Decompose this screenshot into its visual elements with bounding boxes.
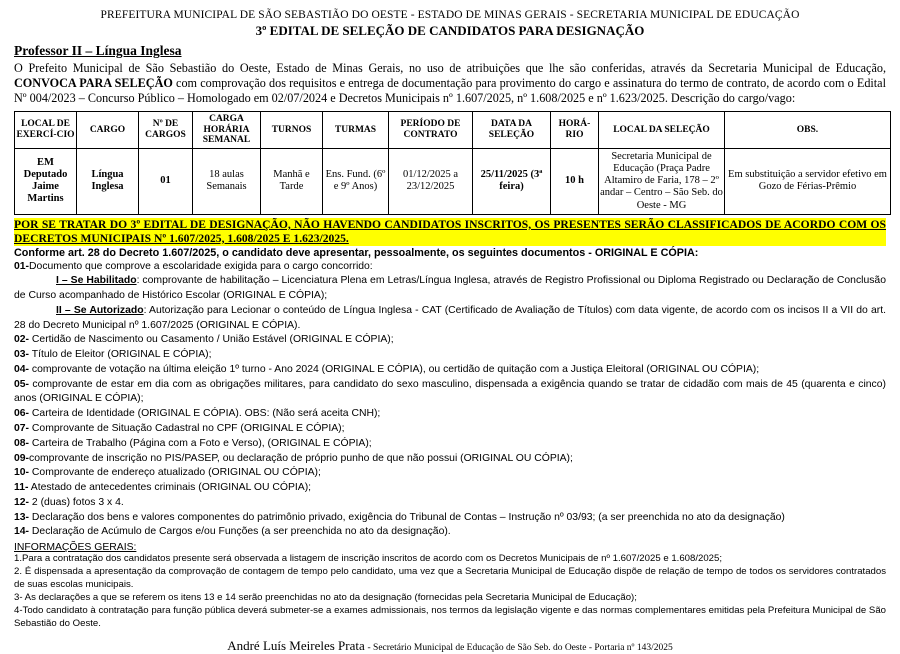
th-turnos: TURNOS (261, 112, 323, 149)
signatory-role: - Secretário Municipal de Educação de São Seb. do Oeste - Portaria nº 143/2025 (367, 642, 673, 653)
item-num: 08- (14, 437, 30, 449)
documents-intro: Conforme art. 28 do Decreto 1.607/2025, o candidato deve apresentar, pessoalmente, os seguintes documentos - ORIGINAL E CÓPIA: (14, 246, 699, 259)
item-num: 06- (14, 408, 30, 420)
item-num: 09- (14, 452, 30, 464)
list-item (14, 481, 886, 496)
cell-n-cargos: 01 (139, 148, 193, 214)
cell-periodo-contrato: 01/12/2025 a 23/12/2025 (389, 148, 473, 214)
info-paragraph: 1.Para a contratação dos candidatos presente será observada a listagem de inscrição inscritos de acordo com os Decretos Municipais de nº 1.607/2025 e 1.608/2025; (14, 553, 722, 565)
highlight-notice: POR SE TRATAR DO 3º EDITAL DE DESIGNAÇÃO, NÃO HAVENDO CANDIDATOS INSCRITOS, OS PRESENTES SERÃO CLASSIFICADOS DE ACORDO COM OS DECRETOS MUNICIPAIS Nº 1.607/2025, 1.608/2025 E 1.623/2025. (14, 217, 886, 245)
item-text: Declaração dos bens e valores componentes do patrimônio privado, exigência do Tribunal de Contas – Instrução nº 03/93; (a ser preenchida no ato da designação) (29, 511, 785, 523)
item-text: Carteira de Trabalho (Página com a Foto e Verso), (ORIGINAL E CÓPIA); (29, 437, 372, 449)
intro-part1: O Prefeito Municipal de São Sebastião do Oeste, Estado de Minas Gerais, no uso de atribuições que lhe são conferidas, através da Secretaria Municipal de Educação, (14, 61, 886, 76)
cell-local-exercicio: EM Deputado Jaime Martins (15, 148, 77, 214)
signature-block (14, 638, 886, 654)
th-obs: OBS. (725, 112, 891, 149)
item-text: Comprovante de Situação Cadastral no CPF (ORIGINAL E CÓPIA); (29, 422, 345, 434)
general-info-body (14, 553, 886, 631)
th-carga-horaria: CARGA HORÁRIA SEMANAL (193, 112, 261, 149)
th-data-selecao: DATA DA SELEÇÃO (473, 112, 551, 149)
list-item (14, 511, 886, 526)
cell-horario: 10 h (551, 148, 599, 214)
cell-cargo: Língua Inglesa (77, 148, 139, 214)
cell-turnos: Manhã e Tarde (261, 148, 323, 214)
item-num: 11- (14, 482, 29, 494)
cargo-table (14, 111, 891, 215)
item-text: : Autorização para Lecionar o conteúdo de Língua Inglesa - CAT (Certificado de Avaliação de Títulos) com data vigente, de acordo com os incisos II a VII do art. 28 do Decreto Municipal nº 1.607/2025 (ORIGINAL E CÓPIA). (14, 304, 886, 331)
list-item (14, 333, 886, 348)
item-num: 13- (14, 511, 30, 523)
list-item (14, 274, 886, 304)
signatory-name: André Luís Meireles Prata (227, 637, 365, 653)
item-num: I – Se Habilitado (56, 275, 137, 287)
info-paragraph: 3- As declarações a que se referem os itens 13 e 14 serão preenchidas no ato da designação (fornecidas pela Secretaria Municipal de Educação); (14, 591, 637, 603)
item-num: II – Se Autorizado (56, 304, 144, 316)
list-item (14, 363, 886, 378)
item-text: comprovante de estar em dia com as obrigações militares, para candidato do sexo masculino, dispensada a exigência quando se tratar de cidadão com mais de 45 (quarenta e cinco) anos (ORIGINAL E CÓPIA); (14, 378, 886, 405)
item-num: 05- (14, 378, 30, 390)
cell-obs: Em substituição a servidor efetivo em Gozo de Férias-Prêmio (725, 148, 891, 214)
item-text: Declaração de Acúmulo de Cargos e/ou Funções (a ser preenchida no ato da designação). (29, 526, 451, 538)
list-item (14, 304, 886, 334)
item-text: comprovante de inscrição no PIS/PASEP, ou declaração de próprio punho de que não possui (ORIGINAL OU CÓPIA); (29, 452, 573, 464)
item-text: Carteira de Identidade (ORIGINAL E CÓPIA). OBS: (Não será aceita CNH); (29, 408, 381, 420)
item-text: Atestado de antecedentes criminais (ORIGINAL OU CÓPIA); (28, 482, 312, 494)
intro-part2: com comprovação dos requisitos e entrega de documentação para provimento do cargo e assinatura do termo de contrato, de acordo com o Edital Nº 004/2023 – Concurso Público – Homologado em 02/07/2024 e Decretos Municipais nº 1.607/2025, nº 1.608/2025 e nº 1.623/2025. Descrição do cargo/vago: (14, 76, 886, 106)
item-text: : comprovante de habilitação – Licenciatura Plena em Letras/Língua Inglesa, através de Registro Profissional ou Diploma Registrado ou Declaração de Conclusão de Curso acompanhado de Histórico Escolar (ORIGINAL E CÓPIA); (14, 275, 886, 302)
item-text: Certidão de Nascimento ou Casamento / União Estável (ORIGINAL E CÓPIA); (29, 334, 394, 346)
th-horario: HORÁ-RIO (551, 112, 599, 149)
intro-paragraph (14, 61, 886, 106)
item-text: Comprovante de endereço atualizado (ORIGINAL OU CÓPIA); (29, 467, 321, 479)
th-local-exercicio: LOCAL DE EXERCÍ-CIO (15, 112, 77, 149)
list-item (14, 452, 886, 467)
item-num: 10- (14, 467, 30, 479)
item-num: 14- (14, 526, 30, 538)
list-item (14, 496, 886, 511)
th-n-cargos: Nº DE CARGOS (139, 112, 193, 149)
intro-convoca: CONVOCA PARA SELEÇÃO (14, 76, 173, 91)
item-num: 04- (14, 363, 30, 375)
cell-turmas: Ens. Fund. (6º e 9º Anos) (323, 148, 389, 214)
list-item (14, 437, 886, 452)
table-header-row (15, 112, 891, 149)
header-municipality-line: PREFEITURA MUNICIPAL DE SÃO SEBASTIÃO DO OESTE - ESTADO DE MINAS GERAIS - SECRETARIA MUNICIPAL DE EDUCAÇÃO (100, 9, 800, 21)
document-title: 3º EDITAL DE SELEÇÃO DE CANDIDATOS PARA DESIGNAÇÃO (255, 23, 645, 39)
list-item (14, 260, 886, 275)
item-text: Título de Eleitor (ORIGINAL E CÓPIA); (29, 349, 212, 361)
info-paragraph: 2. É dispensada a apresentação da comprovação de contagem de tempo pelo candidato, uma vez que a Secretaria Municipal de Educação dispõe de relação de tempo de todos os servidores contratados de suas escolas municipais. (14, 566, 886, 590)
item-num: 07- (14, 422, 30, 434)
info-paragraph: 4-Todo candidato à contratação para função pública deverá submeter-se a exames admissionais, nos termos da legislação vigente e das normas complementares emitidas pela Prefeitura Municipal de São Sebastião do Oeste. (14, 604, 886, 629)
th-cargo: CARGO (77, 112, 139, 149)
list-item (14, 525, 886, 540)
cell-data-selecao: 25/11/2025 (3ª feira) (473, 148, 551, 214)
documents-list (14, 260, 886, 541)
list-item (14, 466, 886, 481)
item-num: 02- (14, 334, 30, 346)
cargo-title: Professor II – Língua Inglesa (14, 43, 182, 59)
th-local-selecao: LOCAL DA SELEÇÃO (599, 112, 725, 149)
list-item (14, 348, 886, 363)
general-info-title: INFORMAÇÕES GERAIS: (14, 542, 137, 554)
list-item (14, 378, 886, 408)
item-num: 03- (14, 349, 30, 361)
th-turmas: TURMAS (323, 112, 389, 149)
cell-local-selecao: Secretaria Municipal de Educação (Praça Padre Altamiro de Faria, 178 – 2º andar – Centro – São Seb. do Oeste - MG (599, 148, 725, 214)
cell-carga-horaria: 18 aulas Semanais (193, 148, 261, 214)
th-periodo-contrato: PERÍODO DE CONTRATO (389, 112, 473, 149)
table-row (15, 148, 891, 214)
item-text: Documento que comprove a escolaridade exigida para o cargo concorrido: (29, 260, 373, 272)
list-item (14, 422, 886, 437)
item-num: 01- (14, 260, 30, 272)
item-text: comprovante de votação na última eleição 1º turno - Ano 2024 (ORIGINAL E CÓPIA), ou certidão de quitação com a Justiça Eleitoral (ORIGINAL OU CÓPIA); (29, 363, 760, 375)
item-num: 12- (14, 496, 30, 508)
item-text: 2 (duas) fotos 3 x 4. (29, 496, 124, 508)
list-item (14, 407, 886, 422)
